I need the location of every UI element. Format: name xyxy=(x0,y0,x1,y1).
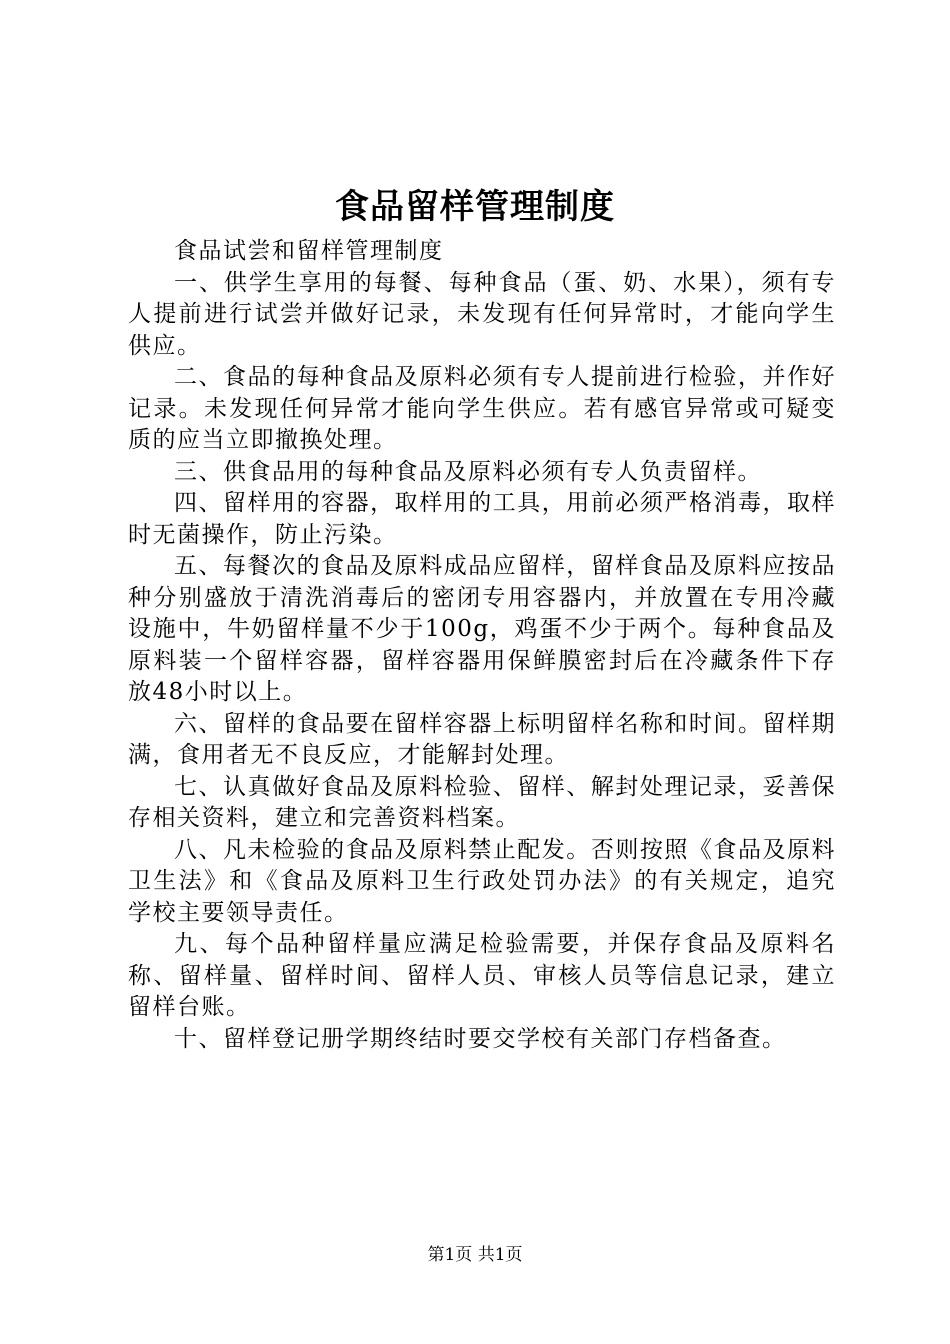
document-body xyxy=(128,236,836,1055)
paragraph-7: 七、认真做好食品及原料检验、留样、解封处理记录，妥善保存相关资料，建立和完善资料档案。 xyxy=(128,773,836,831)
paragraph-8: 八、凡未检验的食品及原料禁止配发。否则按照《食品及原料卫生法》和《食品及原料卫生行政处罚办法》的有关规定，追究学校主要领导责任。 xyxy=(128,836,836,926)
document-title: 食品留样管理制度 xyxy=(335,187,615,227)
paragraph-subtitle: 食品试尝和留样管理制度 xyxy=(174,238,444,264)
paragraph-1: 一、供学生享用的每餐、每种食品（蛋、奶、水果），须有专人提前进行试尝并做好记录，未发现有任何异常时，才能向学生供应。 xyxy=(128,269,836,359)
paragraph-4: 四、留样用的容器，取样用的工具，用前必须严格消毒，取样时无菌操作，防止污染。 xyxy=(128,490,836,548)
paragraph-6: 六、留样的食品要在留样容器上标明留样名称和时间。留样期满，食用者无不良反应，才能解封处理。 xyxy=(128,710,836,768)
paragraph-5: 五、每餐次的食品及原料成品应留样，留样食品及原料应按品种分别盛放于清洗消毒后的密闭专用容器内，并放置在专用冷藏设施中，牛奶留样量不少于100g，鸡蛋不少于两个。每种食品及原料装一个留样容器，留样容器用保鲜膜密封后在冷藏条件下存放48小时以上。 xyxy=(128,553,836,705)
paragraph-2: 二、食品的每种食品及原料必须有专人提前进行检验，并作好记录。未发现任何异常才能向学生供应。若有感官异常或可疑变质的应当立即撤换处理。 xyxy=(128,364,836,453)
paragraph-9: 九、每个品种留样量应满足检验需要，并保存食品及原料名称、留样量、留样时间、留样人员、审核人员等信息记录，建立留样台账。 xyxy=(128,931,836,1020)
page-number-footer: 第1页 共1页 xyxy=(427,1245,523,1265)
paragraph-3: 三、供食品用的每种食品及原料必须有专人负责留样。 xyxy=(174,458,762,485)
paragraph-10: 十、留样登记册学期终结时要交学校有关部门存档备查。 xyxy=(174,1025,787,1052)
